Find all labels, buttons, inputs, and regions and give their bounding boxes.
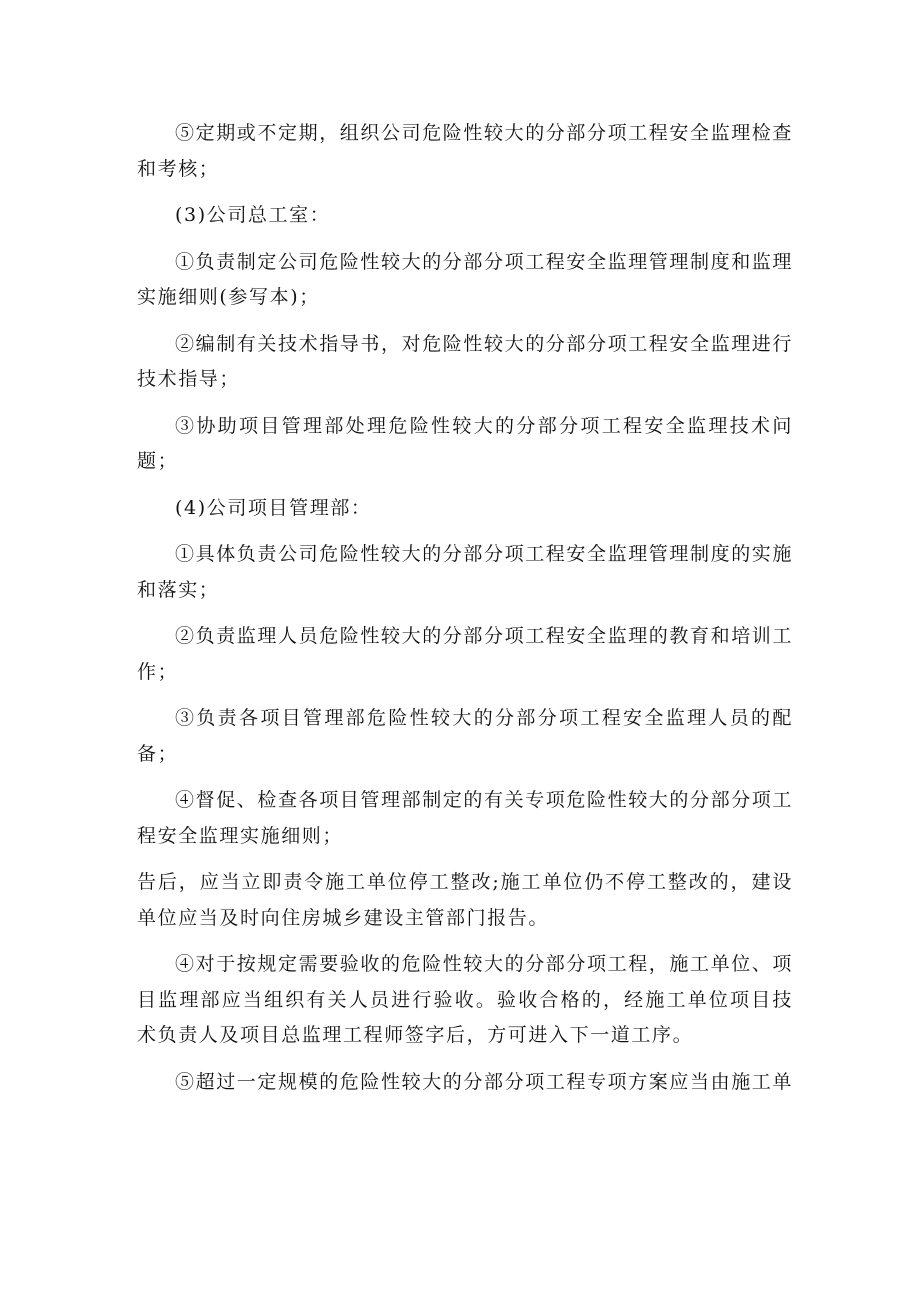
paragraph-12: ④对于按规定需要验收的危险性较大的分部分项工程，施工单位、项目监理部应当组织有关人员进行验收。验收合格的，经施工单位项目技术负责人及项目总监理工程师签字后，方可进入下一道工序。 <box>137 953 794 1046</box>
paragraph-10: ④督促、检查各项目管理部制定的有关专项危险性较大的分部分项工程安全监理实施细则； <box>137 789 794 847</box>
paragraph-11: 告后，应当立即责令施工单位停工整改;施工单位仍不停工整改的，建设单位应当及时向住房城乡建设主管部门报告。 <box>137 871 793 929</box>
section-heading-4: (4)公司项目管理部： <box>175 496 372 519</box>
paragraph-4: ②编制有关技术指导书，对危险性较大的分部分项工程安全监理进行技术指导； <box>137 332 794 390</box>
paragraph-13: ⑤超过一定规模的危险性较大的分部分项工程专项方案应当由施工单 <box>175 1070 794 1093</box>
paragraph-5: ③协助项目管理部处理危险性较大的分部分项工程安全监理技术问题； <box>137 414 793 472</box>
document-body <box>137 116 793 1100</box>
paragraph-9: ③负责各项目管理部危险性较大的分部分项工程安全监理人员的配备； <box>137 707 793 765</box>
section-heading-3: (3)公司总工室： <box>175 204 331 226</box>
paragraph-3: ①负责制定公司危险性较大的分部分项工程安全监理管理制度和监理实施细则(参写本)； <box>137 250 794 308</box>
paragraph-8: ②负责监理人员危险性较大的分部分项工程安全监理的教育和培训工作； <box>137 625 794 683</box>
paragraph-1: ⑤定期或不定期，组织公司危险性较大的分部分项工程安全监理检查和考核； <box>137 122 794 180</box>
paragraph-7: ①具体负责公司危险性较大的分部分项工程安全监理管理制度的实施和落实； <box>137 543 794 601</box>
